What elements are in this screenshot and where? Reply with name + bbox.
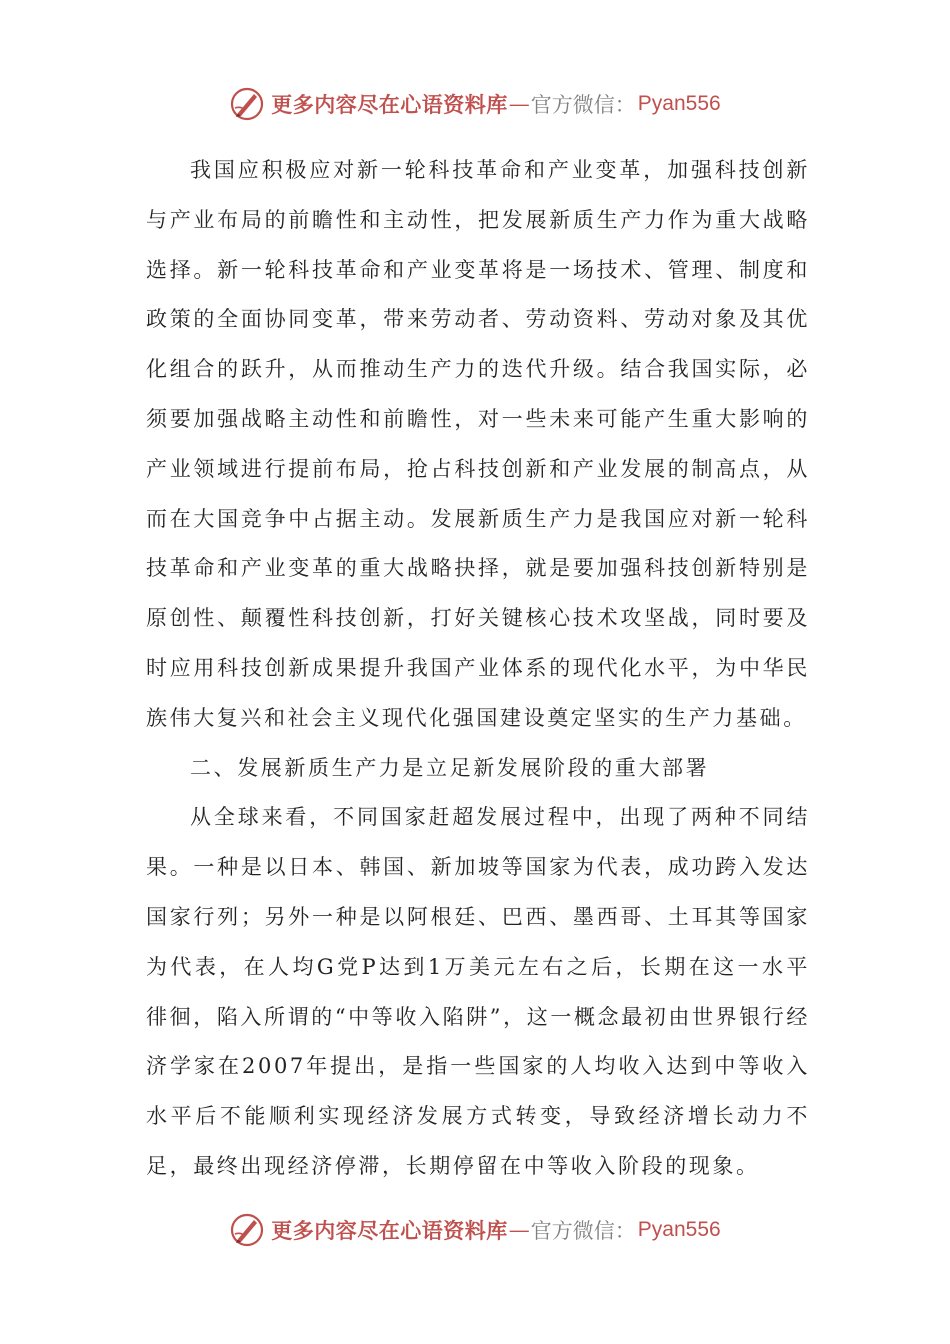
banner-main-text: 更多内容尽在心语资料库 — [271, 1218, 508, 1243]
banner-main-text: 更多内容尽在心语资料库 — [271, 92, 508, 117]
banner-dash: — — [508, 92, 530, 116]
banner-official-label: 官方微信： — [530, 93, 636, 117]
pen-logo-icon — [229, 86, 265, 122]
body-paragraph: 从全球来看，不同国家赶超发展过程中，出现了两种不同结果。一种是以日本、韩国、新加坡等国家为代表，成功跨入发达国家行列；另外一种是以阿根廷、巴西、墨西哥、土耳其等国家为代表，在人均G党P达到1万美元左右之后，长期在这一水平徘徊，陷入所谓的“中等收入陷阱”，这一概念最初由世界银行经济学家在2007年提出，是指一些国家的人均收入达到中等收入水平后不能顺利实现经济发展方式转变，导致经济增长动力不足，最终出现经济停滞，长期停留在中等收入阶段的现象。 — [146, 805, 810, 1178]
header-banner — [0, 84, 950, 124]
section-heading: 二、发展新质生产力是立足新发展阶段的重大部署 — [190, 755, 710, 780]
banner-official-label: 官方微信： — [530, 1219, 636, 1243]
body-paragraph: 我国应积极应对新一轮科技革命和产业变革，加强科技创新与产业布局的前瞻性和主动性，把发展新质生产力作为重大战略选择。新一轮科技革命和产业变革将是一场技术、管理、制度和政策的全面协同变革，带来劳动者、劳动资料、劳动对象及其优化组合的跃升，从而推动生产力的迭代升级。结合我国实际，必须要加强战略主动性和前瞻性，对一些未来可能产生重大影响的产业领域进行提前布局，抢占科技创新和产业发展的制高点，从而在大国竞争中占据主动。发展新质生产力是我国应对新一轮科技革命和产业变革的重大战略抉择，就是要加强科技创新特别是原创性、颠覆性科技创新，打好关键核心技术攻坚战，同时要及时应用科技创新成果提升我国产业体系的现代化水平，为中华民族伟大复兴和社会主义现代化强国建设奠定坚实的生产力基础。 — [146, 158, 810, 730]
document-body — [146, 146, 810, 1192]
banner-wechat-id: Pyan556 — [637, 92, 721, 115]
footer-banner — [0, 1210, 950, 1250]
banner-dash: — — [508, 1218, 530, 1242]
banner-wechat-id: Pyan556 — [637, 1218, 721, 1241]
pen-logo-icon — [229, 1212, 265, 1248]
